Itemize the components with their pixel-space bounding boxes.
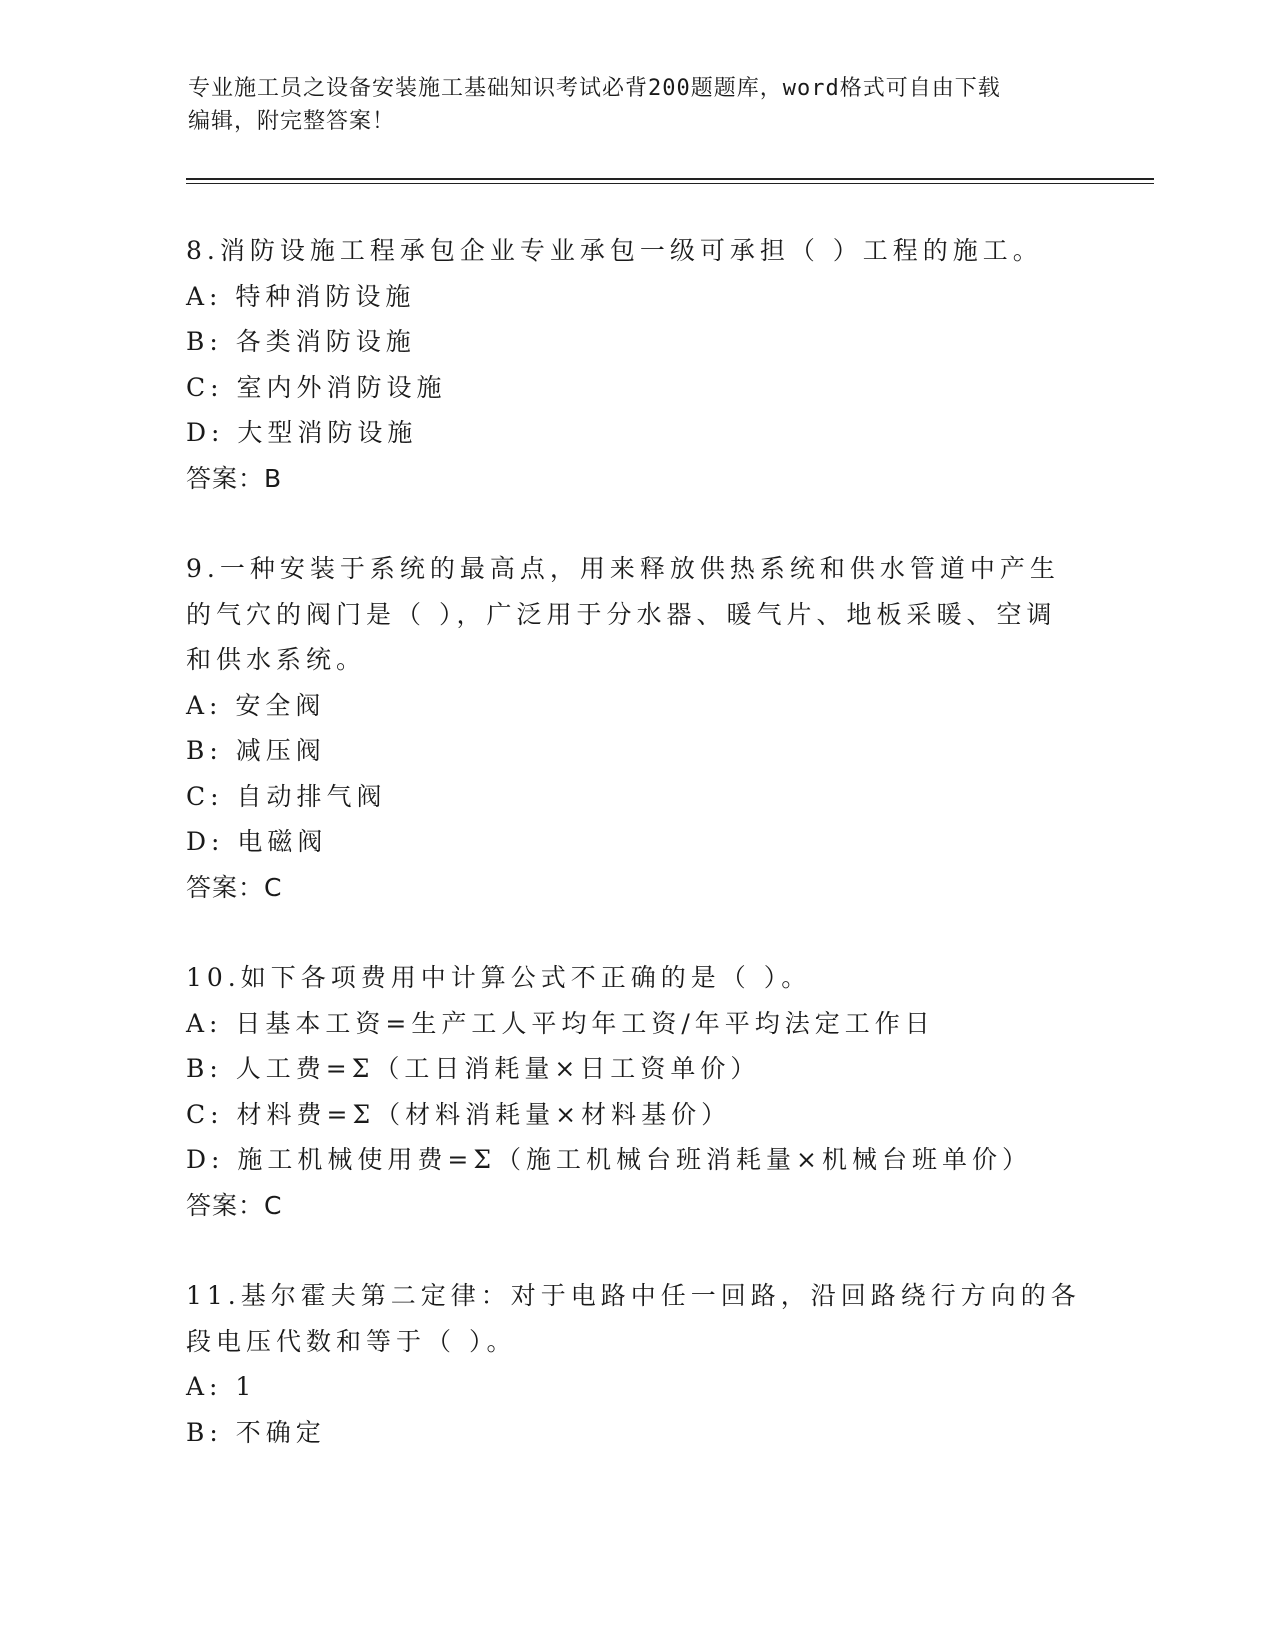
question-spacer bbox=[186, 501, 1086, 546]
option-a: A: 安全阀 bbox=[186, 690, 326, 720]
header-rule-thin bbox=[186, 183, 1154, 184]
option-d: D: 电磁阀 bbox=[186, 827, 328, 856]
header-title-line-1: 专业施工员之设备安装施工基础知识考试必背200题题库，word格式可自由下载 bbox=[188, 76, 1001, 101]
question-11 bbox=[186, 1273, 1086, 1455]
question-stem: 8.消防设施工程承包企业专业承包一级可承担（ ）工程的施工。 bbox=[186, 236, 1043, 265]
option-c: C: 自动排气阀 bbox=[186, 781, 387, 811]
document-header bbox=[188, 72, 1088, 138]
answer-line: 答案：B bbox=[186, 463, 283, 493]
option-c: C: 室内外消防设施 bbox=[186, 372, 447, 402]
answer-line: 答案：C bbox=[186, 1190, 283, 1220]
option-d: D: 施工机械使用费=Σ（施工机械台班消耗量×机械台班单价） bbox=[186, 1145, 1032, 1174]
option-b: B: 减压阀 bbox=[186, 736, 326, 765]
question-stem: 11.基尔霍夫第二定律：对于电路中任一回路，沿回路绕行方向的各段电压代数和等于（ ）。 bbox=[186, 1281, 1081, 1356]
question-8 bbox=[186, 228, 1086, 501]
option-a: A: 1 bbox=[186, 1372, 257, 1401]
answer-line: 答案：C bbox=[186, 872, 283, 902]
option-a: A: 特种消防设施 bbox=[186, 281, 416, 311]
option-b: B: 各类消防设施 bbox=[186, 327, 416, 356]
option-d: D: 大型消防设施 bbox=[186, 418, 418, 447]
header-rule-thick bbox=[186, 178, 1154, 180]
option-b: B: 不确定 bbox=[186, 1417, 326, 1447]
question-list bbox=[186, 228, 1086, 1455]
question-spacer bbox=[186, 1228, 1086, 1273]
question-9 bbox=[186, 546, 1086, 910]
option-c: C: 材料费=Σ（材料消耗量×材料基价） bbox=[186, 1099, 732, 1129]
question-10 bbox=[186, 955, 1086, 1228]
option-a: A: 日基本工资=生产工人平均年工资/年平均法定工作日 bbox=[186, 1008, 935, 1038]
question-stem: 9.一种安装于系统的最高点，用来释放供热系统和供水管道中产生的气穴的阀门是（ ），广泛用于分水器、暖气片、地板采暖、空调和供水系统。 bbox=[186, 554, 1060, 674]
header-title-line-2: 编辑，附完整答案！ bbox=[188, 109, 396, 134]
option-b: B: 人工费=Σ（工日消耗量×日工资单价） bbox=[186, 1054, 761, 1083]
question-spacer bbox=[186, 910, 1086, 955]
question-stem: 10.如下各项费用中计算公式不正确的是（ ）。 bbox=[186, 963, 812, 992]
